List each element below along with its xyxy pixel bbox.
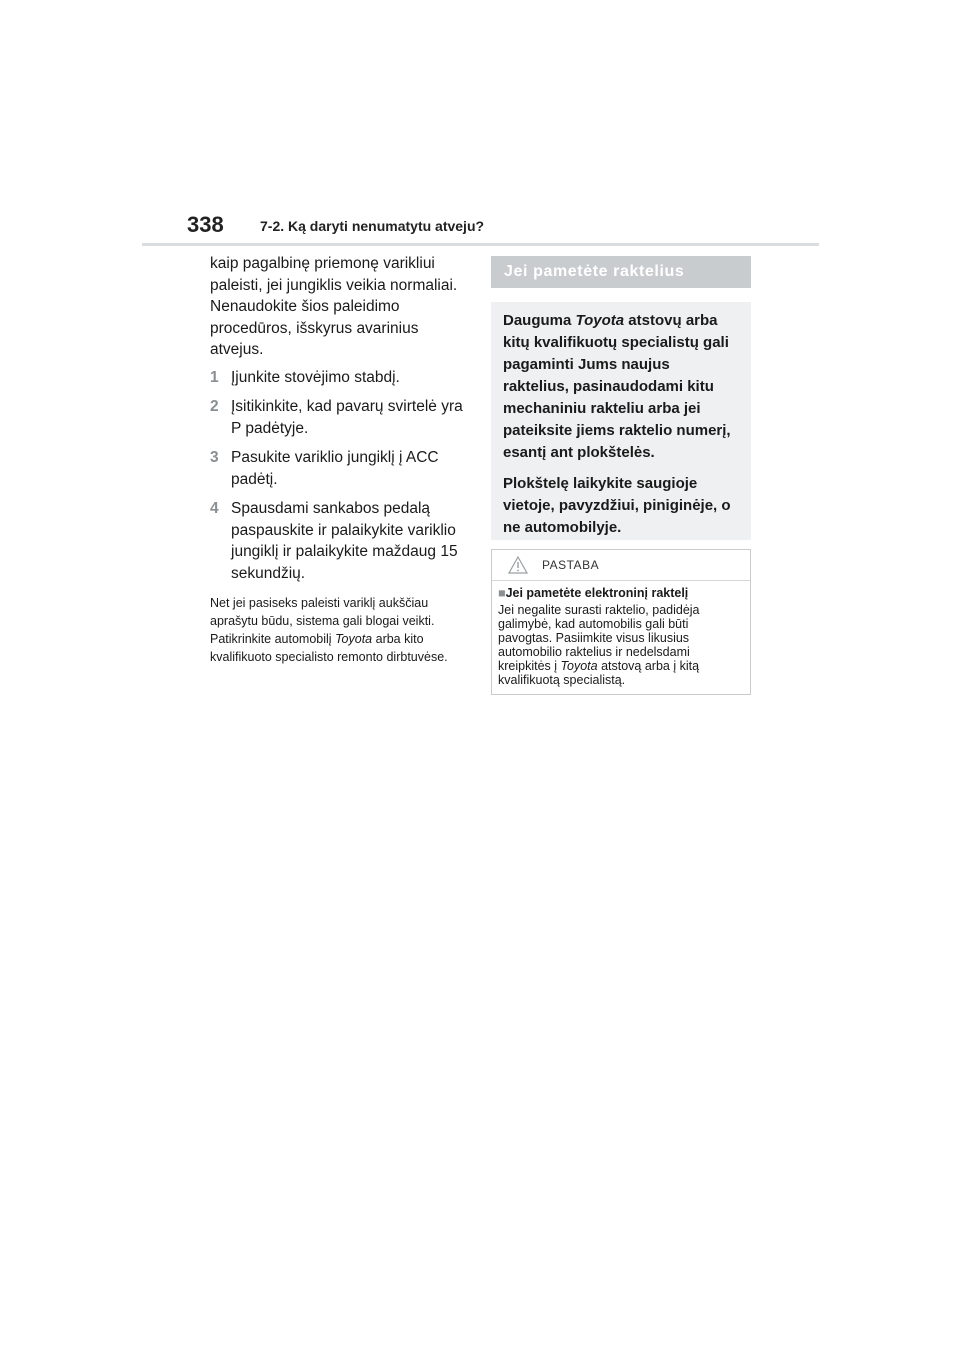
square-bullet-icon: ■ xyxy=(498,586,506,600)
page-header xyxy=(187,212,819,246)
step-item xyxy=(210,498,465,584)
intro-paragraph: kaip pagalbinę priemonę varikliui paleisti, jei jungiklis veikia normaliai. xyxy=(210,255,458,294)
brand-name: Toyota xyxy=(335,632,373,646)
step-number: 1 xyxy=(210,368,219,386)
step-text: Spausdami sankabos pedalą paspauskite ir palaikykite variklio jungiklį ir palaikykite maždaug 15 sekundžių. xyxy=(231,500,458,582)
step-list xyxy=(210,367,465,585)
caution-box xyxy=(491,549,751,695)
caution-text-part: atstovą arba į kitą kvalifikuotą specialistą. xyxy=(498,659,700,687)
page-number: 338 xyxy=(187,212,224,237)
note-paragraph xyxy=(210,594,465,666)
step-text: Pasukite variklio jungiklį į ACC padėtį. xyxy=(231,449,439,488)
step-text: Įjunkite stovėjimo stabdį. xyxy=(231,368,400,386)
caution-text xyxy=(498,603,744,687)
info-paragraph: Plokštelę laikykite saugioje vietoje, pavyzdžiui, piniginėje, o ne automobilyje. xyxy=(503,475,731,536)
caution-label: PASTABA xyxy=(542,558,600,572)
caution-header xyxy=(492,550,750,581)
step-number: 2 xyxy=(210,398,219,415)
right-column xyxy=(491,256,751,695)
info-text-part: Dauguma xyxy=(503,312,576,329)
caution-title xyxy=(498,586,744,600)
section-heading-bar xyxy=(491,256,751,288)
note-text-part: Net jei pasiseks paleisti variklį aukščiau aprašytu būdu, sistema gali blogai veikti. Patikrinkite automobilį xyxy=(210,596,435,646)
warning-triangle-icon xyxy=(508,556,528,574)
step-number: 4 xyxy=(210,500,219,517)
warning-paragraph: Nenaudokite šios paleidimo procedūros, išskyrus avarinius atvejus. xyxy=(210,298,419,358)
info-text-part: atstovų arba kitų kvalifikuotų specialistų gali pagaminti Jums naujus raktelius, pasinaudodami kitu mechaniniu rakteliu arba jei pateiksite jiems raktelio numerį, esantį ant plokštelės. xyxy=(503,312,731,461)
info-box xyxy=(491,302,751,540)
caution-body xyxy=(492,581,750,694)
step-item xyxy=(210,367,465,389)
brand-name: Toyota xyxy=(575,312,625,329)
section-heading: Jei pametėte raktelius xyxy=(504,263,685,280)
section-title: 7-2. Ką daryti nenumatytu atveju? xyxy=(260,218,485,234)
caution-title-text: Jei pametėte elektroninį raktelį xyxy=(505,586,689,600)
brand-name: Toyota xyxy=(560,659,598,673)
step-number: 3 xyxy=(210,449,219,466)
step-item xyxy=(210,396,465,439)
header-divider xyxy=(142,243,819,246)
step-text: Įsitikinkite, kad pavarų svirtelė yra P padėtyje. xyxy=(231,398,463,437)
left-column xyxy=(210,253,465,666)
step-item xyxy=(210,447,465,490)
note-text-part: arba kito kvalifikuoto specialisto remonto dirbtuvėse. xyxy=(210,632,448,664)
caution-text-part: Jei negalite surasti raktelio, padidėja galimybė, kad automobilis gali būti pavogtas. Pasiimkite visus likusius automobilio raktelius ir nedelsdami kreipkitės į xyxy=(498,603,700,673)
info-paragraph xyxy=(503,310,739,464)
